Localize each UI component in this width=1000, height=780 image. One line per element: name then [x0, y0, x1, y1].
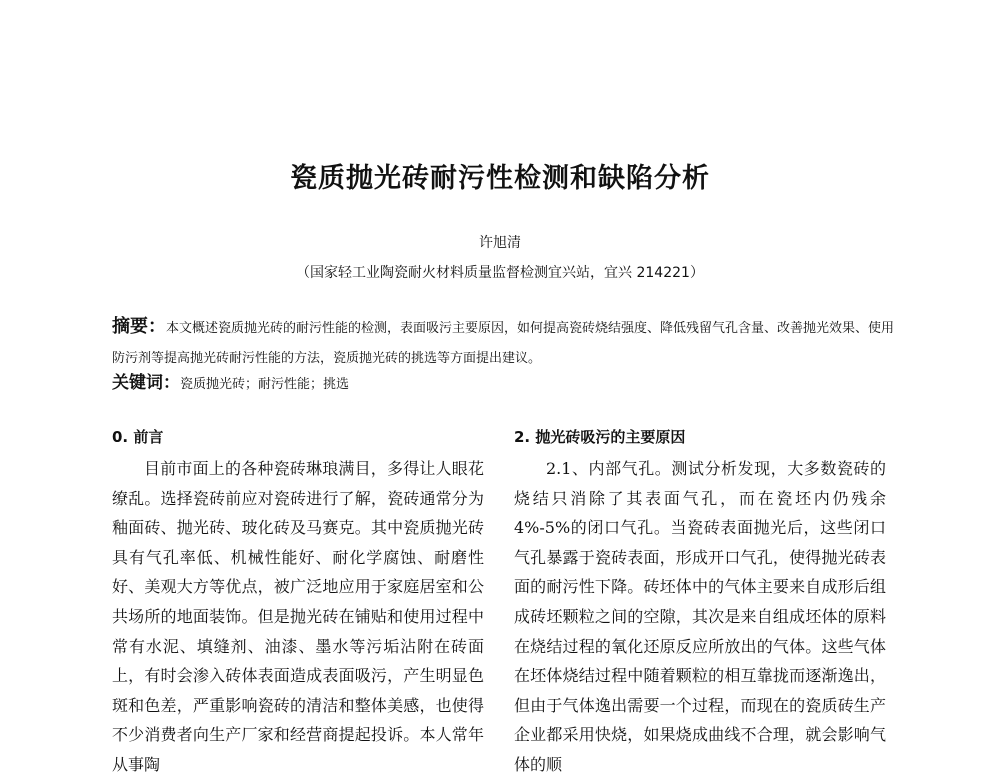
section-heading-introduction: 0. 前言: [112, 428, 164, 446]
left-column: [112, 424, 484, 780]
paper-title: 瓷质抛光砖耐污性检测和缺陷分析: [290, 163, 710, 194]
keywords-block: [112, 372, 902, 396]
abstract-label: 摘要：: [112, 316, 166, 337]
main-causes-paragraph: 2.1、内部气孔。测试分析发现，大多数瓷砖的烧结只消除了其表面气孔，而在瓷坯内仍残余 4%-5%的闭口气孔。当瓷砖表面抛光后，这些闭口气孔暴露于瓷砖表面，形成开口气孔，使得抛光砖表面的耐污性下降。砖坯体中的气体主要来自成形后组成砖坯颗粒之间的空隙，其次是来自组成坯体的原料在烧结过程的氧化还原反应所放出的气体。这些气体在坯体烧结过程中随着颗粒的相互靠拢而逐渐逸出，但由于气体逸出需要一个过程，而现在的瓷质砖生产企业都采用快烧，如果烧成曲线不合理，就会影响气体的顺: [514, 459, 886, 774]
author-affiliation: （国家轻工业陶瓷耐火材料质量监督检测宜兴站，宜兴 214221）: [296, 265, 704, 281]
abstract-text: 本文概述瓷质抛光砖的耐污性能的检测，表面吸污主要原因，如何提高瓷砖烧结强度、降低残留气孔含量、改善抛光效果、使用防污剂等提高抛光砖耐污性能的方法，瓷质抛光砖的挑选等方面提出建议。: [112, 321, 895, 366]
right-column: [514, 424, 886, 780]
keywords-text: 瓷质抛光砖；耐污性能；挑选: [180, 377, 350, 392]
author-name: 许旭清: [479, 235, 521, 251]
introduction-paragraph: 目前市面上的各种瓷砖琳琅满目，多得让人眼花缭乱。选择瓷砖前应对瓷砖进行了解，瓷砖通常分为釉面砖、抛光砖、玻化砖及马赛克。其中瓷质抛光砖具有气孔率低、机械性能好、耐化学腐蚀、耐磨性好、美观大方等优点，被广泛地应用于家庭居室和公共场所的地面装饰。但是抛光砖在铺贴和使用过程中常有水泥、填缝剂、油漆、墨水等污垢沾附在砖面上，有时会渗入砖体表面造成表面吸污，产生明显色斑和色差，严重影响瓷砖的清洁和整体美感，也使得不少消费者向生产厂家和经营商提起投诉。本人常年从事陶: [112, 459, 484, 774]
abstract-block: [112, 312, 902, 374]
keywords-label: 关键词：: [112, 373, 180, 393]
section-heading-main-causes: 2. 抛光砖吸污的主要原因: [514, 428, 686, 446]
